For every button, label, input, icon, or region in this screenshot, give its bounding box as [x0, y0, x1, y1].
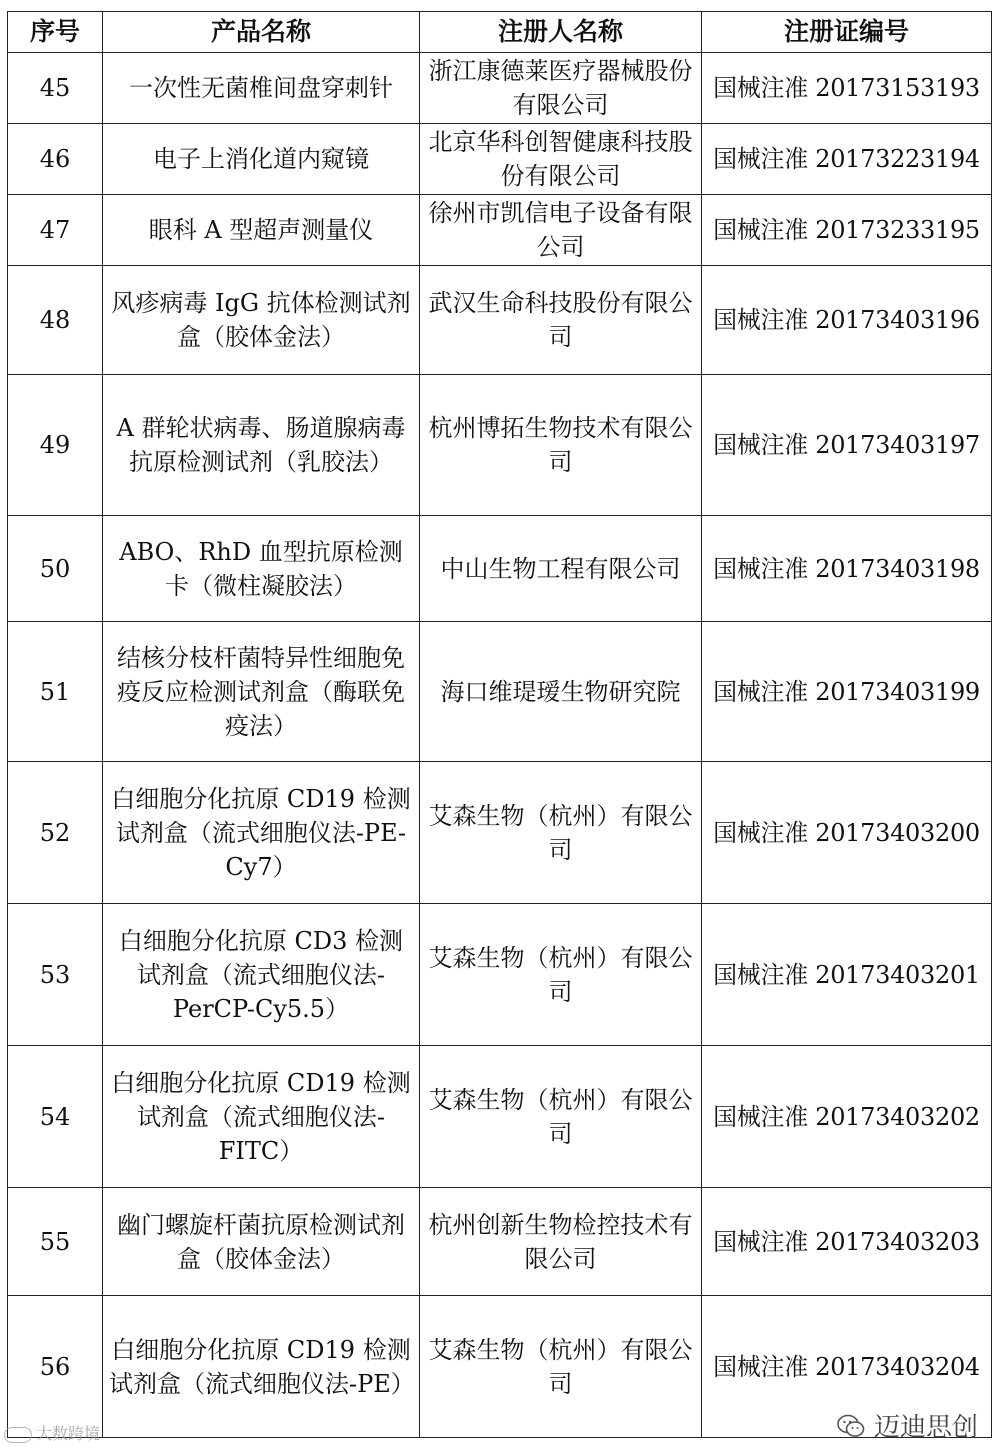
row-serial-number: 46 — [8, 124, 103, 195]
registration-table — [7, 11, 992, 1438]
row-product-name: 风疹病毒 IgG 抗体检测试剂盒（胶体金法） — [103, 266, 420, 375]
table-row — [8, 762, 992, 904]
header-product-name: 产品名称 — [103, 12, 420, 53]
table-row — [8, 1046, 992, 1188]
row-registrant-name: 艾森生物（杭州）有限公司 — [420, 904, 702, 1046]
weibo-logo-icon — [4, 1427, 32, 1443]
table-row — [8, 904, 992, 1046]
table-row — [8, 375, 992, 516]
header-certificate-number: 注册证编号 — [702, 12, 992, 53]
row-registrant-name: 杭州博拓生物技术有限公司 — [420, 375, 702, 516]
row-product-name: ABO、RhD 血型抗原检测卡（微柱凝胶法） — [103, 516, 420, 622]
row-registrant-name: 浙江康德莱医疗器械股份有限公司 — [420, 53, 702, 124]
row-product-name: 一次性无菌椎间盘穿刺针 — [103, 53, 420, 124]
table-row — [8, 124, 992, 195]
row-product-name: A 群轮状病毒、肠道腺病毒抗原检测试剂（乳胶法） — [103, 375, 420, 516]
row-serial-number: 52 — [8, 762, 103, 904]
row-serial-number: 45 — [8, 53, 103, 124]
row-serial-number: 50 — [8, 516, 103, 622]
row-serial-number: 51 — [8, 622, 103, 762]
row-certificate-number: 国械注准 20173233195 — [702, 195, 992, 266]
table-row — [8, 1188, 992, 1296]
row-serial-number: 47 — [8, 195, 103, 266]
row-certificate-number: 国械注准 20173403201 — [702, 904, 992, 1046]
row-certificate-number: 国械注准 20173223194 — [702, 124, 992, 195]
row-registrant-name: 艾森生物（杭州）有限公司 — [420, 762, 702, 904]
row-certificate-number: 国械注准 20173403203 — [702, 1188, 992, 1296]
header-registrant-name: 注册人名称 — [420, 12, 702, 53]
row-registrant-name: 中山生物工程有限公司 — [420, 516, 702, 622]
row-registrant-name: 艾森生物（杭州）有限公司 — [420, 1046, 702, 1188]
row-serial-number: 55 — [8, 1188, 103, 1296]
row-certificate-number: 国械注准 20173403202 — [702, 1046, 992, 1188]
row-registrant-name: 徐州市凯信电子设备有限公司 — [420, 195, 702, 266]
row-certificate-number: 国械注准 20173403199 — [702, 622, 992, 762]
row-certificate-number: 国械注准 20173403200 — [702, 762, 992, 904]
row-product-name: 白细胞分化抗原 CD3 检测试剂盒（流式细胞仪法-PerCP-Cy5.5） — [103, 904, 420, 1046]
row-product-name: 结核分枝杆菌特异性细胞免疫反应检测试剂盒（酶联免疫法） — [103, 622, 420, 762]
row-certificate-number: 国械注准 20173403196 — [702, 266, 992, 375]
row-product-name: 白细胞分化抗原 CD19 检测试剂盒（流式细胞仪法-FITC） — [103, 1046, 420, 1188]
row-registrant-name: 北京华科创智健康科技股份有限公司 — [420, 124, 702, 195]
watermark-right — [836, 1407, 978, 1444]
table-row — [8, 195, 992, 266]
row-product-name: 眼科 A 型超声测量仪 — [103, 195, 420, 266]
row-product-name: 白细胞分化抗原 CD19 检测试剂盒（流式细胞仪法-PE-Cy7） — [103, 762, 420, 904]
table-row — [8, 266, 992, 375]
table-row — [8, 516, 992, 622]
watermark-left-text: 大数跨境 — [36, 1424, 101, 1443]
row-serial-number: 56 — [8, 1296, 103, 1438]
row-registrant-name: 武汉生命科技股份有限公司 — [420, 266, 702, 375]
row-registrant-name: 海口维瑅瑷生物研究院 — [420, 622, 702, 762]
row-serial-number: 49 — [8, 375, 103, 516]
row-serial-number: 53 — [8, 904, 103, 1046]
watermark-right-text: 迈迪思创 — [873, 1413, 978, 1443]
table-row — [8, 53, 992, 124]
row-registrant-name: 艾森生物（杭州）有限公司 — [420, 1296, 702, 1438]
row-serial-number: 48 — [8, 266, 103, 375]
table-row — [8, 622, 992, 762]
table-header-row — [8, 12, 992, 53]
row-certificate-number: 国械注准 20173403198 — [702, 516, 992, 622]
row-product-name: 电子上消化道内窥镜 — [103, 124, 420, 195]
row-product-name: 幽门螺旋杆菌抗原检测试剂盒（胶体金法） — [103, 1188, 420, 1296]
row-registrant-name: 杭州创新生物检控技术有限公司 — [420, 1188, 702, 1296]
header-serial-number: 序号 — [8, 12, 103, 53]
watermark-left — [4, 1421, 100, 1444]
row-product-name: 白细胞分化抗原 CD19 检测试剂盒（流式细胞仪法-PE） — [103, 1296, 420, 1438]
row-certificate-number: 国械注准 20173153193 — [702, 53, 992, 124]
wechat-logo-icon — [836, 1413, 866, 1439]
row-certificate-number: 国械注准 20173403197 — [702, 375, 992, 516]
row-certificate-number: 国械注准 20173403204 — [702, 1296, 992, 1438]
row-serial-number: 54 — [8, 1046, 103, 1188]
